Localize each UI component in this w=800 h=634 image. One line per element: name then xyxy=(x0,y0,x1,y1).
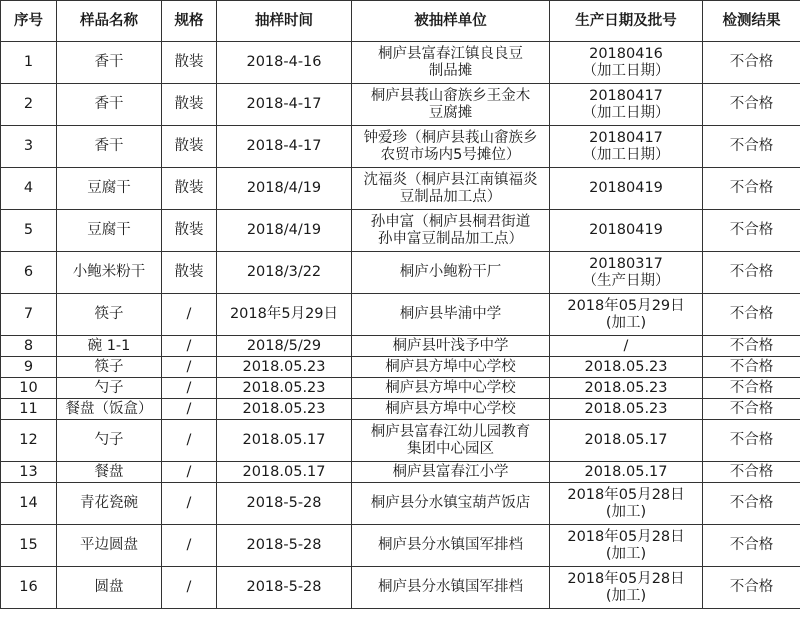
row-spec: 散装 xyxy=(162,210,217,252)
row-result: 不合格 xyxy=(703,357,800,378)
row-sampled-unit-line: 桐庐县分水镇国军排档 xyxy=(378,537,523,553)
row-sampled-unit-line: 桐庐县富春江镇良良豆 xyxy=(378,45,523,62)
row-sample-name: 筷子 xyxy=(57,357,162,378)
row-sample-time: 2018/4/19 xyxy=(217,168,352,210)
row-spec: / xyxy=(162,462,217,483)
row-spec: 散装 xyxy=(162,84,217,126)
row-sample-time: 2018.05.23 xyxy=(217,399,352,420)
row-production-batch-line: 2018年05月28日 xyxy=(567,570,685,587)
row-spec: / xyxy=(162,336,217,357)
table-row xyxy=(1,567,800,609)
row-production-batch-line: (加工) xyxy=(605,503,647,520)
row-sample-name: 平边圆盘 xyxy=(57,525,162,567)
row-production-batch-line: 2018年05月29日 xyxy=(567,297,685,314)
table-row xyxy=(1,294,800,336)
row-sample-name: 豆腐干 xyxy=(57,210,162,252)
row-no: 13 xyxy=(1,462,57,483)
row-result: 不合格 xyxy=(703,462,800,483)
row-production-batch-line: 20180416 xyxy=(589,45,663,62)
row-result: 不合格 xyxy=(703,252,800,294)
row-spec: / xyxy=(162,378,217,399)
row-sampled-unit-line: 桐庐县方埠中心学校 xyxy=(385,401,516,417)
row-sampled-unit-line: 桐庐县分水镇国军排档 xyxy=(378,579,523,595)
row-result: 不合格 xyxy=(703,567,800,609)
row-sample-name: 勺子 xyxy=(57,378,162,399)
row-sample-time: 2018.05.23 xyxy=(217,378,352,399)
row-result: 不合格 xyxy=(703,168,800,210)
row-production-batch-line: 20180317 xyxy=(589,255,663,272)
row-result: 不合格 xyxy=(703,525,800,567)
table-row xyxy=(1,126,800,168)
row-production-batch-line: 2018年05月28日 xyxy=(567,486,685,503)
row-production-batch xyxy=(550,399,703,420)
row-no: 8 xyxy=(1,336,57,357)
row-result: 不合格 xyxy=(703,483,800,525)
row-sample-name: 碗 1-1 xyxy=(57,336,162,357)
row-sampled-unit xyxy=(352,378,550,399)
row-result: 不合格 xyxy=(703,399,800,420)
row-production-batch xyxy=(550,252,703,294)
row-sample-time: 2018-4-16 xyxy=(217,42,352,84)
row-result: 不合格 xyxy=(703,126,800,168)
row-sample-name: 香干 xyxy=(57,126,162,168)
row-sampled-unit-line: 集团中心园区 xyxy=(407,440,494,457)
row-production-batch-line: 2018年05月28日 xyxy=(567,528,685,545)
table-row xyxy=(1,84,800,126)
row-production-batch xyxy=(550,210,703,252)
row-sampled-unit-line: 沈福炎（桐庐县江南镇福炎 xyxy=(363,171,538,188)
table-row xyxy=(1,210,800,252)
row-production-batch-line: (加工) xyxy=(605,314,647,331)
row-no: 1 xyxy=(1,42,57,84)
row-sampled-unit xyxy=(352,84,550,126)
row-sampled-unit xyxy=(352,336,550,357)
row-spec: / xyxy=(162,294,217,336)
row-spec: / xyxy=(162,567,217,609)
row-sample-name: 筷子 xyxy=(57,294,162,336)
row-no: 14 xyxy=(1,483,57,525)
row-no: 2 xyxy=(1,84,57,126)
row-spec: / xyxy=(162,525,217,567)
row-production-batch xyxy=(550,84,703,126)
row-no: 12 xyxy=(1,420,57,462)
row-production-batch xyxy=(550,420,703,462)
row-sampled-unit xyxy=(352,210,550,252)
row-production-batch-line: 2018.05.23 xyxy=(584,359,668,375)
header-no: 序号 xyxy=(1,1,57,42)
row-sampled-unit xyxy=(352,252,550,294)
table-row xyxy=(1,525,800,567)
row-sampled-unit-line: 桐庐县富春江小学 xyxy=(392,464,509,480)
row-sampled-unit-line: 桐庐县分水镇宝葫芦饭店 xyxy=(370,495,531,511)
row-production-batch-line: 2018.05.23 xyxy=(584,401,668,417)
row-result: 不合格 xyxy=(703,294,800,336)
header-sample-name: 样品名称 xyxy=(57,1,162,42)
header-result: 检测结果 xyxy=(703,1,800,42)
row-sample-time: 2018-5-28 xyxy=(217,525,352,567)
row-sampled-unit-line: 桐庐县毕浦中学 xyxy=(399,306,502,322)
row-sampled-unit xyxy=(352,357,550,378)
row-result: 不合格 xyxy=(703,42,800,84)
row-result: 不合格 xyxy=(703,336,800,357)
row-sampled-unit xyxy=(352,525,550,567)
row-production-batch-line: 2018.05.23 xyxy=(584,380,668,396)
table-row xyxy=(1,42,800,84)
row-sample-name: 圆盘 xyxy=(57,567,162,609)
row-result: 不合格 xyxy=(703,378,800,399)
row-sampled-unit-line: 孙申富（桐庐县桐君街道 xyxy=(370,213,531,230)
row-production-batch-line: 20180419 xyxy=(589,180,663,196)
row-no: 16 xyxy=(1,567,57,609)
row-sample-time: 2018/5/29 xyxy=(217,336,352,357)
row-production-batch-line: 20180417 xyxy=(589,87,663,104)
row-sampled-unit xyxy=(352,483,550,525)
header-row xyxy=(1,1,800,42)
row-no: 10 xyxy=(1,378,57,399)
table-row xyxy=(1,252,800,294)
table-row xyxy=(1,336,800,357)
row-sample-time: 2018-5-28 xyxy=(217,483,352,525)
row-production-batch xyxy=(550,378,703,399)
row-sampled-unit-line: 桐庐县方埠中心学校 xyxy=(385,380,516,396)
row-sample-time: 2018.05.23 xyxy=(217,357,352,378)
row-result: 不合格 xyxy=(703,84,800,126)
table-row xyxy=(1,399,800,420)
row-sampled-unit-line: 桐庐县富春江幼儿园教育 xyxy=(370,423,531,440)
table-row xyxy=(1,378,800,399)
row-no: 9 xyxy=(1,357,57,378)
row-sampled-unit xyxy=(352,420,550,462)
row-sampled-unit-line: 农贸市场内5号摊位） xyxy=(380,146,521,163)
row-production-batch xyxy=(550,525,703,567)
row-production-batch xyxy=(550,168,703,210)
table-row xyxy=(1,483,800,525)
row-sampled-unit xyxy=(352,126,550,168)
row-result: 不合格 xyxy=(703,210,800,252)
row-sample-name: 香干 xyxy=(57,84,162,126)
row-no: 3 xyxy=(1,126,57,168)
row-sampled-unit-line: 桐庐县莪山畲族乡王金木 xyxy=(370,87,531,104)
table-row xyxy=(1,420,800,462)
row-spec: / xyxy=(162,357,217,378)
row-sample-time: 2018-4-17 xyxy=(217,126,352,168)
row-sampled-unit-line: 豆制品加工点） xyxy=(399,188,502,205)
row-sample-time: 2018年5月29日 xyxy=(217,294,352,336)
row-spec: 散装 xyxy=(162,42,217,84)
row-spec: / xyxy=(162,399,217,420)
row-production-batch xyxy=(550,357,703,378)
table-row xyxy=(1,462,800,483)
row-result: 不合格 xyxy=(703,420,800,462)
row-sampled-unit-line: 桐庐小鲍粉干厂 xyxy=(399,264,502,280)
header-spec: 规格 xyxy=(162,1,217,42)
row-no: 4 xyxy=(1,168,57,210)
row-no: 7 xyxy=(1,294,57,336)
row-production-batch xyxy=(550,294,703,336)
table-row xyxy=(1,168,800,210)
row-sampled-unit-line: 钟爱珍（桐庐县莪山畲族乡 xyxy=(363,129,538,146)
row-sampled-unit xyxy=(352,42,550,84)
row-sample-name: 豆腐干 xyxy=(57,168,162,210)
row-sample-name: 香干 xyxy=(57,42,162,84)
row-production-batch xyxy=(550,42,703,84)
row-spec: 散装 xyxy=(162,126,217,168)
row-production-batch-line: 2018.05.17 xyxy=(584,464,668,480)
row-spec: 散装 xyxy=(162,168,217,210)
row-sampled-unit xyxy=(352,567,550,609)
row-sampled-unit-line: 制品摊 xyxy=(428,62,473,79)
row-no: 11 xyxy=(1,399,57,420)
row-production-batch-line: （加工日期） xyxy=(582,146,670,163)
row-sampled-unit xyxy=(352,399,550,420)
row-production-batch-line: 20180417 xyxy=(589,129,663,146)
row-production-batch-line: / xyxy=(623,338,629,354)
row-production-batch xyxy=(550,462,703,483)
row-sampled-unit-line: 桐庐县叶浅予中学 xyxy=(392,338,509,354)
row-production-batch-line: 2018.05.17 xyxy=(584,432,668,448)
row-sample-name: 餐盘 xyxy=(57,462,162,483)
row-sample-time: 2018/4/19 xyxy=(217,210,352,252)
row-production-batch-line: (加工) xyxy=(605,587,647,604)
row-production-batch xyxy=(550,126,703,168)
row-sampled-unit xyxy=(352,462,550,483)
row-sample-time: 2018/3/22 xyxy=(217,252,352,294)
row-production-batch xyxy=(550,567,703,609)
row-sampled-unit-line: 豆腐摊 xyxy=(428,104,473,121)
row-sample-name: 小鲍米粉干 xyxy=(57,252,162,294)
row-production-batch-line: （加工日期） xyxy=(582,62,670,79)
row-sampled-unit xyxy=(352,294,550,336)
row-sample-time: 2018.05.17 xyxy=(217,462,352,483)
row-production-batch-line: （生产日期） xyxy=(582,272,670,289)
row-sampled-unit-line: 桐庐县方埠中心学校 xyxy=(385,359,516,375)
row-production-batch-line: 20180419 xyxy=(589,222,663,238)
row-spec: / xyxy=(162,420,217,462)
row-sample-name: 勺子 xyxy=(57,420,162,462)
row-sample-time: 2018-4-17 xyxy=(217,84,352,126)
row-spec: 散装 xyxy=(162,252,217,294)
row-sample-time: 2018-5-28 xyxy=(217,567,352,609)
row-production-batch-line: （加工日期） xyxy=(582,104,670,121)
row-sample-time: 2018.05.17 xyxy=(217,420,352,462)
row-sample-name: 青花瓷碗 xyxy=(57,483,162,525)
row-production-batch xyxy=(550,336,703,357)
row-production-batch xyxy=(550,483,703,525)
row-sample-name: 餐盘（饭盒） xyxy=(57,399,162,420)
header-sample-time: 抽样时间 xyxy=(217,1,352,42)
row-sampled-unit-line: 孙申富豆制品加工点） xyxy=(378,230,523,247)
header-sampled-unit: 被抽样单位 xyxy=(352,1,550,42)
row-spec: / xyxy=(162,483,217,525)
header-production-date-batch: 生产日期及批号 xyxy=(550,1,703,42)
row-sampled-unit xyxy=(352,168,550,210)
row-no: 5 xyxy=(1,210,57,252)
row-production-batch-line: (加工) xyxy=(605,545,647,562)
row-no: 15 xyxy=(1,525,57,567)
table-row xyxy=(1,357,800,378)
row-no: 6 xyxy=(1,252,57,294)
